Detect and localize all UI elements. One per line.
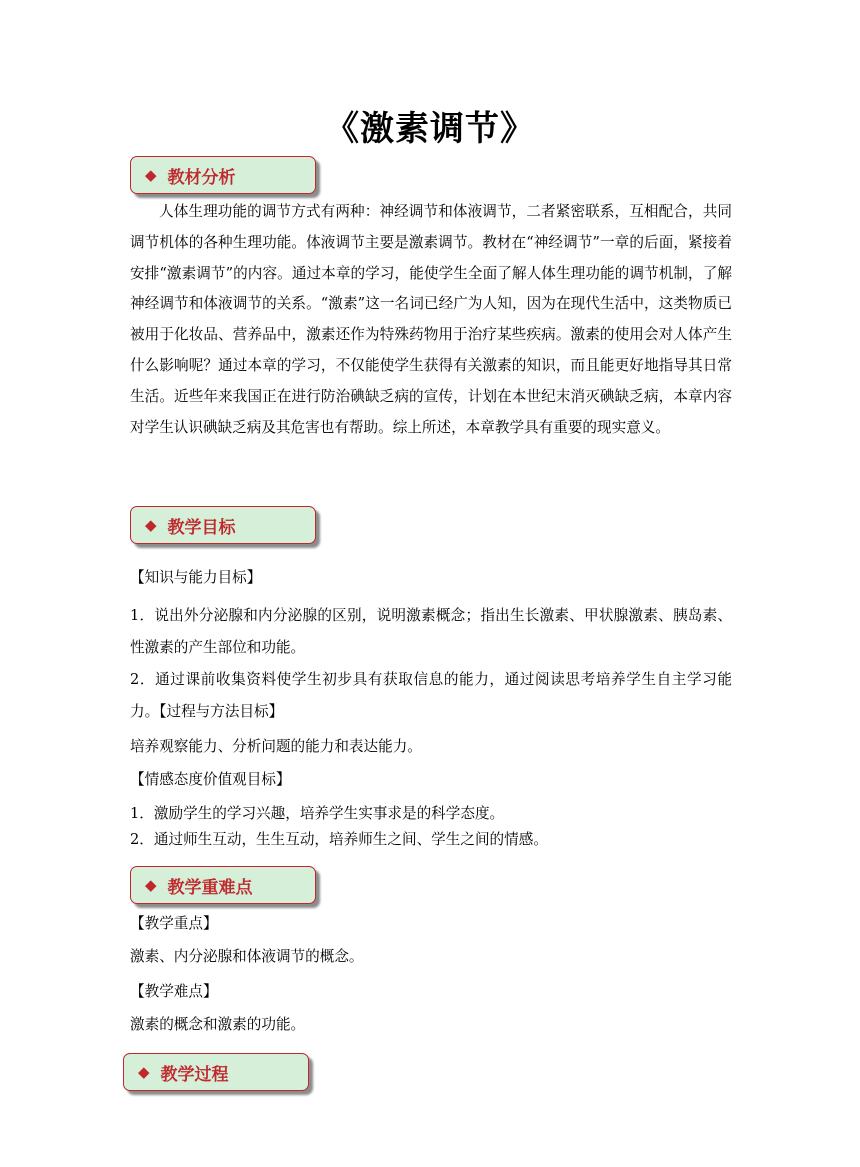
key-point-label: 【教学重点】: [130, 915, 218, 932]
emotion-goal-item-1: 1．激励学生的学习兴趣，培养学生实事求是的科学态度。: [130, 805, 505, 822]
section-heading-analysis-label: 教材分析: [167, 167, 236, 188]
diamond-icon: ◆: [138, 1063, 150, 1081]
analysis-paragraph: 人体生理功能的调节方式有两种：神经调节和体液调节，二者紧密联系，互相配合，共同调节机体的各种生理功能。体液调节主要是激素调节。教材在“神经调节”一章的后面，紧接着安排“激素调节”的内容。通过本章的学习，能使学生全面了解人体生理功能的调节机制，了解神经调节和体液调节的关系。“激素”这一名词已经广为人知，因为在现代生活中，这类物质已被用于化妆品、营养品中，激素还作为特殊药物用于治疗某些疾病。激素的使用会对人体产生什么影响呢？通过本章的学习，不仅能使学生获得有关激素的知识，而且能更好地指导其日常生活。近些年来我国正在进行防治碘缺乏病的宣传，计划在本世纪末消灭碘缺乏病，本章内容对学生认识碘缺乏病及其危害也有帮助。综上所述，本章教学具有重要的现实意义。: [130, 203, 732, 436]
knowledge-goal-item-2: 2．通过课前收集资料使学生初步具有获取信息的能力，通过阅读思考培养学生自主学习能力。【过程与方法目标】: [130, 671, 732, 720]
knowledge-goal-label: 【知识与能力目标】: [130, 569, 262, 586]
section-heading-goals-label: 教学目标: [167, 517, 236, 538]
difficult-point-label: 【教学难点】: [130, 983, 218, 1000]
emotion-goal-label: 【情感态度价值观目标】: [130, 771, 291, 788]
section-heading-keypoints-label: 教学重难点: [167, 877, 253, 898]
difficult-point-text: 激素的概念和激素的功能。: [130, 1016, 306, 1033]
section-heading-goals: [130, 506, 316, 544]
section-heading-keypoints: [130, 866, 316, 904]
section-heading-process-label: 教学过程: [160, 1064, 229, 1085]
section-heading-process: [123, 1053, 309, 1091]
diamond-icon: ◆: [145, 516, 157, 534]
diamond-icon: ◆: [145, 876, 157, 894]
section-heading-analysis: [130, 156, 316, 194]
process-goal-text: 培养观察能力、分析问题的能力和表达能力。: [130, 738, 422, 755]
page-title: 《激素调节》: [325, 109, 535, 149]
diamond-icon: ◆: [145, 166, 157, 184]
emotion-goal-item-2: 2．通过师生互动，生生互动，培养师生之间、学生之间的情感。: [130, 831, 548, 848]
knowledge-goal-item-1: 1．说出外分泌腺和内分泌腺的区别，说明激素概念；指出生长激素、甲状腺激素、胰岛素、性激素的产生部位和功能。: [130, 607, 732, 656]
key-point-text: 激素、内分泌腺和体液调节的概念。: [130, 948, 364, 965]
